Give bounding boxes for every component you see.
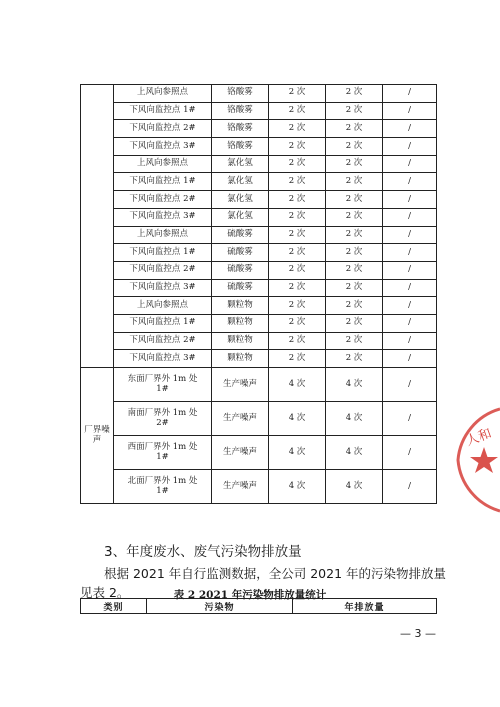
frequency-cell: 2 次 [269,332,326,350]
seal-star-icon [470,447,498,473]
table-row [81,402,437,436]
point-line2: 1# [156,383,169,394]
monitoring-point-cell [114,368,212,402]
note-cell: / [383,244,437,262]
table-row [81,155,437,173]
monitoring-point-cell: 上风向参照点 [114,155,212,173]
category-cell-air [81,85,114,368]
monitoring-point-cell [114,436,212,470]
summary-table [80,598,437,614]
pollutant-cell: 生产噪声 [212,470,269,504]
table-row [81,85,437,103]
note-cell: / [383,208,437,226]
pollutant-cell: 铬酸雾 [212,120,269,138]
note-cell: / [383,173,437,191]
seal-text: 人和 [464,426,494,450]
pollutant-cell: 生产噪声 [212,402,269,436]
pollutant-cell: 氯化氢 [212,208,269,226]
monitoring-point-cell: 下风向监控点 1# [114,314,212,332]
frequency-cell: 4 次 [269,470,326,504]
monitoring-point-cell [114,470,212,504]
pollutant-cell: 颗粒物 [212,314,269,332]
note-cell: / [383,191,437,209]
frequency-cell: 2 次 [269,297,326,315]
table-row [81,470,437,504]
monitoring-point-cell: 上风向参照点 [114,297,212,315]
frequency-cell: 2 次 [326,85,383,103]
table-row [81,102,437,120]
table-row [81,314,437,332]
pollutant-cell: 铬酸雾 [212,138,269,156]
monitoring-table [80,84,437,504]
frequency-cell: 2 次 [269,120,326,138]
pollutant-cell: 生产噪声 [212,368,269,402]
note-cell: / [383,102,437,120]
table-row [81,332,437,350]
table-row [81,173,437,191]
monitoring-point-cell: 下风向监控点 2# [114,332,212,350]
monitoring-point-cell: 下风向监控点 1# [114,244,212,262]
frequency-cell: 2 次 [269,155,326,173]
pollutant-cell: 颗粒物 [212,350,269,368]
frequency-cell: 2 次 [326,314,383,332]
frequency-cell: 2 次 [326,332,383,350]
frequency-cell: 4 次 [326,470,383,504]
frequency-cell: 2 次 [269,102,326,120]
table-row [81,191,437,209]
table-row [81,120,437,138]
point-line2: 1# [156,485,169,496]
category-cell-noise [81,368,114,504]
table-2-caption: 表 2 2021 年污染物排放量统计 [173,589,327,601]
table-row [81,138,437,156]
note-cell: / [383,368,437,402]
frequency-cell: 2 次 [326,173,383,191]
monitoring-point-cell [114,402,212,436]
pollutant-cell: 硫酸雾 [212,261,269,279]
frequency-cell: 2 次 [269,85,326,103]
frequency-cell: 2 次 [269,173,326,191]
point-line1: 东面厂界外 1m 处 [127,373,198,384]
monitoring-point-cell: 下风向监控点 3# [114,138,212,156]
header-pollutant: 污染物 [147,599,293,614]
frequency-cell: 2 次 [326,191,383,209]
note-cell: / [383,470,437,504]
monitoring-point-cell: 下风向监控点 1# [114,173,212,191]
paragraph-line-2: 见表 2。 [80,585,130,600]
pollutant-cell: 铬酸雾 [212,85,269,103]
header-annual-emission: 年排放量 [293,599,437,614]
monitoring-point-cell: 下风向监控点 2# [114,261,212,279]
table-row [81,226,437,244]
frequency-cell: 2 次 [326,120,383,138]
frequency-cell: 2 次 [326,244,383,262]
frequency-cell: 2 次 [269,261,326,279]
note-cell: / [383,314,437,332]
monitoring-point-cell: 下风向监控点 3# [114,350,212,368]
header-category: 类别 [81,599,147,614]
monitoring-point-cell: 上风向参照点 [114,85,212,103]
pollutant-cell: 氯化氢 [212,155,269,173]
frequency-cell: 2 次 [269,350,326,368]
frequency-cell: 2 次 [326,226,383,244]
table-row [81,350,437,368]
table-row [81,297,437,315]
frequency-cell: 2 次 [269,244,326,262]
frequency-cell: 2 次 [269,279,326,297]
point-line1: 西面厂界外 1m 处 [127,441,198,452]
frequency-cell: 2 次 [326,350,383,368]
frequency-cell: 2 次 [326,208,383,226]
frequency-cell: 4 次 [326,368,383,402]
note-cell: / [383,332,437,350]
monitoring-point-cell: 下风向监控点 3# [114,279,212,297]
pollutant-cell: 氯化氢 [212,173,269,191]
frequency-cell: 2 次 [269,226,326,244]
frequency-cell: 4 次 [269,368,326,402]
monitoring-point-cell: 下风向监控点 3# [114,208,212,226]
category-label-line1: 厂界噪 [84,424,110,435]
category-label-line2: 声 [92,434,102,445]
section-heading: 3、年度废水、废气污染物排放量 [104,544,302,560]
note-cell: / [383,155,437,173]
note-cell: / [383,350,437,368]
point-line2: 1# [156,451,169,462]
pollutant-cell: 颗粒物 [212,297,269,315]
note-cell: / [383,436,437,470]
pollutant-cell: 硫酸雾 [212,226,269,244]
note-cell: / [383,279,437,297]
frequency-cell: 4 次 [326,402,383,436]
table-row [81,279,437,297]
note-cell: / [383,402,437,436]
note-cell: / [383,297,437,315]
note-cell: / [383,85,437,103]
note-cell: / [383,138,437,156]
monitoring-point-cell: 下风向监控点 2# [114,120,212,138]
table-row [81,368,437,402]
table-row [81,261,437,279]
frequency-cell: 2 次 [326,297,383,315]
frequency-cell: 2 次 [269,314,326,332]
point-line1: 北面厂界外 1m 处 [127,475,198,486]
frequency-cell: 2 次 [326,102,383,120]
table-row [81,208,437,226]
frequency-cell: 2 次 [326,261,383,279]
paragraph-line-1: 根据 2021 年自行监测数据，全公司 2021 年的污染物排放量 [104,566,447,581]
pollutant-cell: 铬酸雾 [212,102,269,120]
pollutant-cell: 氯化氢 [212,191,269,209]
pollutant-cell: 硫酸雾 [212,279,269,297]
table-row [81,436,437,470]
frequency-cell: 2 次 [326,138,383,156]
pollutant-cell: 生产噪声 [212,436,269,470]
table-row [81,244,437,262]
company-seal [452,405,500,515]
page-number: — 3 — [400,627,436,640]
note-cell: / [383,226,437,244]
monitoring-point-cell: 上风向参照点 [114,226,212,244]
point-line1: 南面厂界外 1m 处 [127,407,198,418]
frequency-cell: 2 次 [326,155,383,173]
note-cell: / [383,120,437,138]
frequency-cell: 2 次 [269,208,326,226]
frequency-cell: 2 次 [326,279,383,297]
pollutant-cell: 颗粒物 [212,332,269,350]
monitoring-point-cell: 下风向监控点 2# [114,191,212,209]
frequency-cell: 2 次 [269,191,326,209]
frequency-cell: 2 次 [269,138,326,156]
pollutant-cell: 硫酸雾 [212,244,269,262]
frequency-cell: 4 次 [269,402,326,436]
point-line2: 2# [156,417,169,428]
frequency-cell: 4 次 [326,436,383,470]
note-cell: / [383,261,437,279]
frequency-cell: 4 次 [269,436,326,470]
summary-table-header-row [81,599,437,614]
monitoring-point-cell: 下风向监控点 1# [114,102,212,120]
